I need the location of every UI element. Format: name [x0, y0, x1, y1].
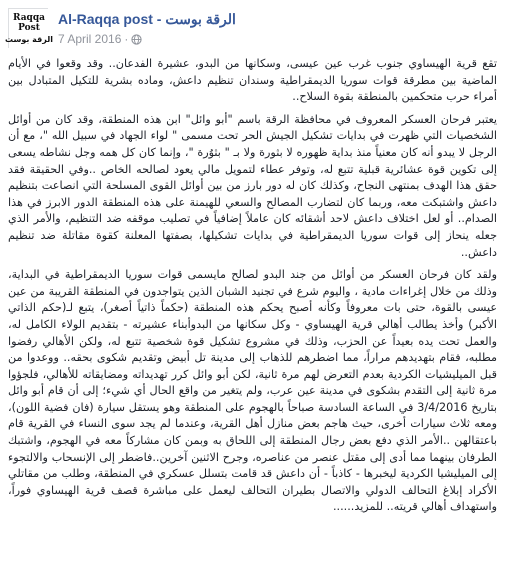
- post-date-link[interactable]: 7 April 2016: [58, 32, 122, 46]
- globe-icon[interactable]: [131, 34, 142, 45]
- post-header: [5, 8, 497, 52]
- post-meta: [58, 32, 142, 46]
- post-paragraph: ولقد كان فرحان العسكر من أوائل من جند البدو لصالح مايسمى قوات سوريا الديمقراطية في البداية، وذلك من خلال إغراءات مادية ، واليوم شرع في تجنيد الشبان الذين يتواجدون في المنطقة القريبة من عين عيسى بالقوة، حتى بات معروفاً وكأنه أصبح يحكم هذه المنطقة (حكماً ذاتياً أصغر)، يتبع لـ(حكم الذاتي الأكبر) وأخذ يطالب أهالي قرية الهيساوي - وكل سكانها من البدوأبناء عشيرته - بتقديم الولاء الكامل له، والعمل تحت يده بعيداً عن الحزب، وذلك في مشروع تشكيل قوة شخصية تتبع له، ولكن الأهالي رفضوا مطلبه، فقام بتهديدهم مراراً، مما اضطرهم للذهاب إلى مدينة تل أبيض وتقديم شكوى بحقه.. ووعدوا من قبل الميليشيات الكردية بعدم التعرض لهم مرة ثانية، لكن أبو وائل كرر تهديداته ومضايقاته للأهالي، فلجؤوا مرة ثانية إلى التقدم بشكوى في مدينة عين عرب، ولم يتغير من واقع الحال أي شيء؛ إلى أن قام أبو وائل بتاريخ 3/4/2016 في الساعة السادسة صباحاً بالهجوم على المنطقة وهو يستقل سيارة (فان فضية اللون)، ومعه ثلاث سيارات أخرى، حيث هاجم بعض منازل أهل القرية، وعندما لم يجد سوى النساء في القرية قام باعتقالهن ..الأمر الذي دفع بعض رجال المنطقة إلى اللحاق به وبمن كان مشاركاً معه في الهجوم، واشتبك الطرفان بينهما مما أدى إلى مقتل عنصر من عناصره، وجرح الاثنين آخرين..فاضطر إلى الإنسحاب والالتجوء إلى الميليشيا الكردية ليخبرها - كاذباً - أن داعش قد قامت بتسلل عسكري في المنطقة، وطلب من مقاتلي الأكراد إبلاغ التحالف الدولي والاتصال بطيران التحالف ليعمل على مباشرة قصف قرية الهيساوي فوراً، واستهداف أهالي قريته.. للمزيد......: [8, 268, 497, 514]
- page-name-link[interactable]: Al-Raqqa post - الرقة بوست: [58, 11, 236, 27]
- svg-text:Post: Post: [18, 23, 40, 33]
- svg-text:الرقة بوست: الرقة بوست: [5, 35, 53, 44]
- post-paragraph: يعتبر فرحان العسكر المعروف في محافظة الرقة باسم "أبو وائل" ابن هذه المنطقة، وقد كان من أوائل الشخصيات التي ظهرت في بدايات تشكيل الجيش الحر تحت مسمى " لواء الجهاد في سبيل الله "، مع أن الرجل لا يبدو أنه كان معنياً منذ بداية ظهوره لا بثورة ولا بـ " بثوُرة "، وإنما كان كل همه وجل نشاطه يسعى إلى تكوين قوة عشائرية قبلية تتبع له، وتوفر عطاء لتمويل مالي يعود لصالحه الخاص ..وفي الحقيقة فقد حقق هذا الهدف بمنتهى النجاح، وكذلك كان له دور بارز من بين أوائل القوى المسلحة التي انصاعت بتنظيم داعش واشتبكت معه، وربما كان لتضارب المصالح والسعي للهيمنة على هذه المنطقة الدور الابرز في هذا الصدام.. أو لعل اختلاف داعش لاحد أشقائه كان عاملاً إضافياً في تصليب موقفه ضد التنظيم، والأمر الذي جعله ينحاز إلى قوات سوريا الديمقراطية في بدايات تشكيلها، بصفتها المعلنة كقوة مقاتلة ضد تنظيم داعش..: [8, 112, 497, 259]
- page-avatar[interactable]: [5, 8, 53, 48]
- post-paragraph: تقع قرية الهيساوي جنوب غرب عين عيسى، وسكانها من البدو، عشيرة الفدعان.. وقد وقعوا في الأيام الماضية بين مطرقة قوات سوريا الديمقراطية وسندان تنظيم داعش، وماده بشرية للتكيل المتبادل بين أمراء حرب متحكمين بالمنطقة بقوة السلاح..: [8, 57, 497, 104]
- date-separator: ·: [124, 32, 129, 46]
- svg-text:Raqqa: Raqqa: [13, 13, 45, 23]
- raqqa-post-logo: [5, 9, 53, 49]
- post-body: [8, 56, 497, 522]
